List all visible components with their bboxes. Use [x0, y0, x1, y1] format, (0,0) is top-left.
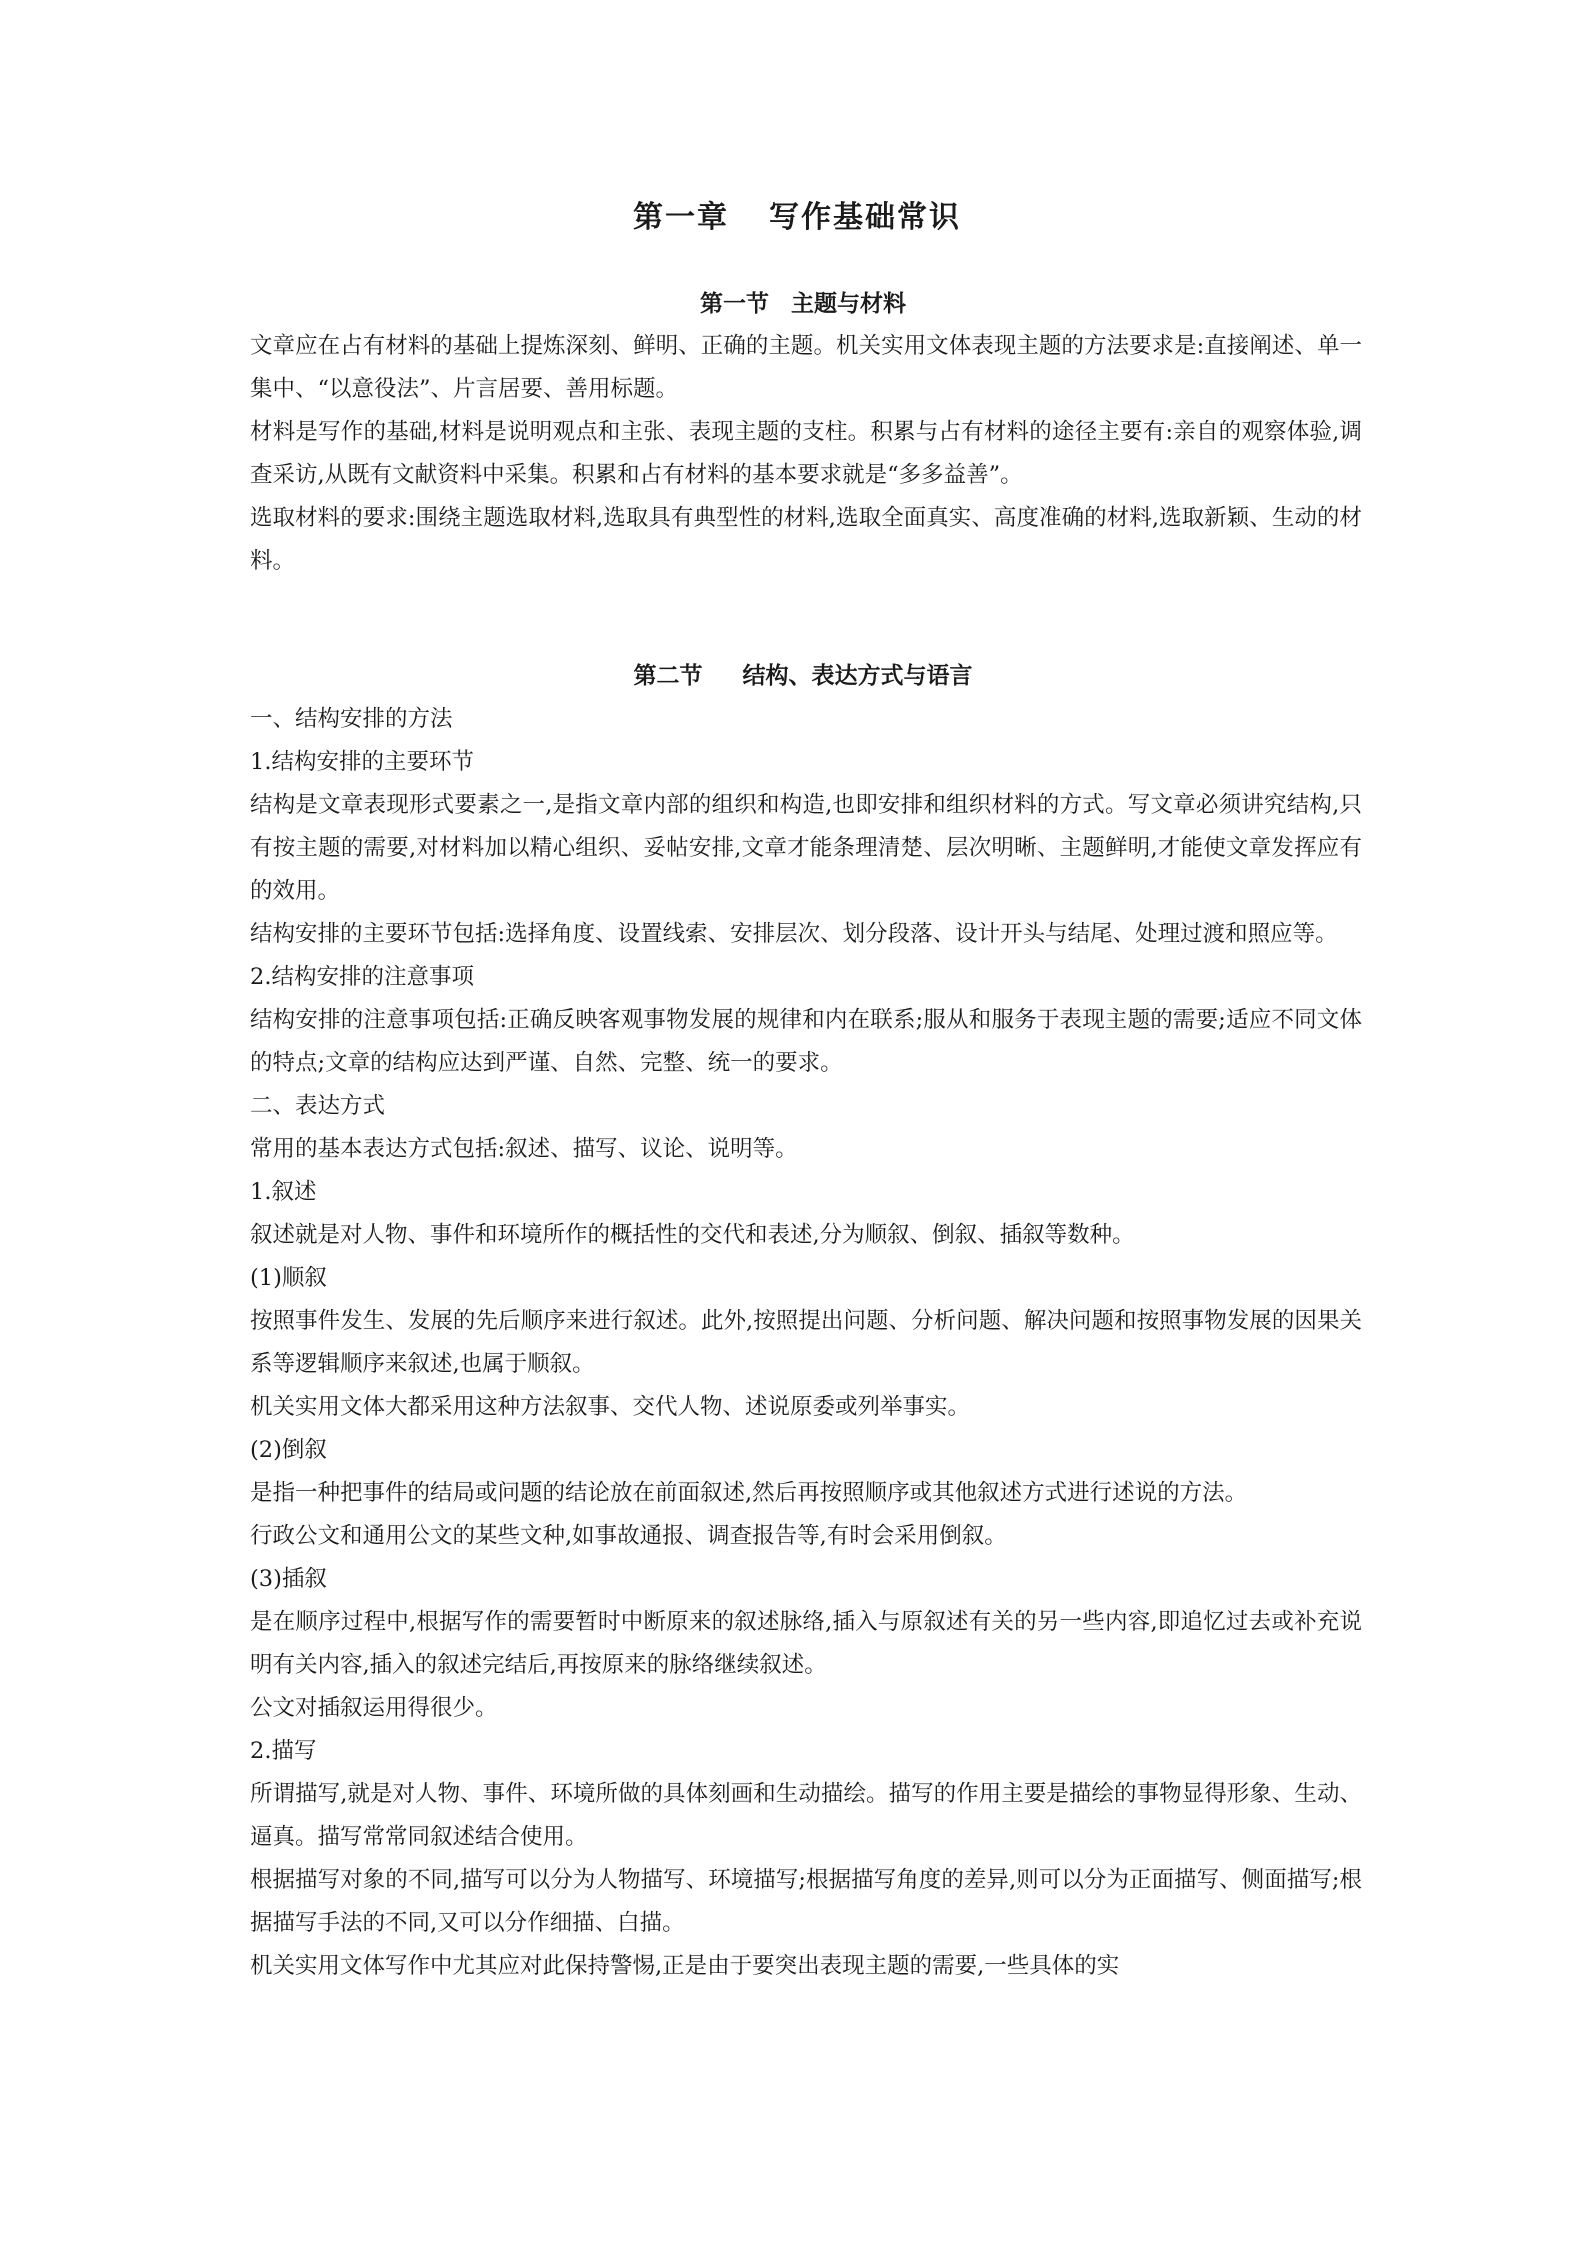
paragraph: 按照事件发生、发展的先后顺序来进行叙述。此外,按照提出问题、分析问题、解决问题和按照事物发展的因果关系等逻辑顺序来叙述,也属于顺叙。 [250, 1308, 1362, 1377]
heading-expression-methods: 二、表达方式 [250, 1093, 386, 1119]
paragraph: 材料是写作的基础,材料是说明观点和主张、表现主题的支柱。积累与占有材料的途径主要有:亲自的观察体验,调查采访,从既有文献资料中采集。积累和占有材料的基本要求就是“多多益善”。 [250, 419, 1362, 488]
paragraph: 结构是文章表现形式要素之一,是指文章内部的组织和构造,也即安排和组织材料的方式。写文章必须讲究结构,只有按主题的需要,对材料加以精心组织、妥帖安排,文章才能条理清楚、层次明晰、主题鲜明,才能使文章发挥应有的效用。 [250, 792, 1362, 904]
paragraph: 根据描写对象的不同,描写可以分为人物描写、环境描写;根据描写角度的差异,则可以分为正面描写、侧面描写;根据描写手法的不同,又可以分作细描、白描。 [250, 1867, 1362, 1936]
item-flashback: (2)倒叙 [250, 1437, 327, 1463]
paragraph: 公文对插叙运用得很少。 [250, 1695, 498, 1721]
chapter-title [0, 196, 1594, 240]
paragraph: 是在顺序过程中,根据写作的需要暂时中断原来的叙述脉络,插入与原叙述有关的另一些内容,即追忆过去或补充说明有关内容,插入的叙述完结后,再按原来的脉络继续叙述。 [250, 1609, 1362, 1678]
paragraph: 文章应在占有材料的基础上提炼深刻、鲜明、正确的主题。机关实用文体表现主题的方法要求是:直接阐述、单一集中、“以意役法”、片言居要、善用标题。 [250, 333, 1362, 402]
section-1-body [250, 325, 1362, 583]
section-1-label: 第一节 [700, 290, 769, 317]
item-chronological: (1)顺叙 [250, 1265, 327, 1291]
section-2-title [0, 658, 1594, 694]
heading-structure-methods: 一、结构安排的方法 [250, 706, 453, 732]
subheading-narration: 1.叙述 [250, 1179, 317, 1205]
paragraph: 所谓描写,就是对人物、事件、环境所做的具体刻画和生动描绘。描写的作用主要是描绘的事物显得形象、生动、逼真。描写常常同叙述结合使用。 [250, 1781, 1362, 1850]
paragraph: 叙述就是对人物、事件和环境所作的概括性的交代和表述,分为顺叙、倒叙、插叙等数种。 [250, 1222, 1135, 1248]
section-2-name: 结构、表达方式与语言 [742, 662, 973, 689]
paragraph: 是指一种把事件的结局或问题的结论放在前面叙述,然后再按照顺序或其他叙述方式进行述说的方法。 [250, 1480, 1248, 1506]
paragraph: 结构安排的注意事项包括:正确反映客观事物发展的规律和内在联系;服从和服务于表现主题的需要;适应不同文体的特点;文章的结构应达到严谨、自然、完整、统一的要求。 [250, 1007, 1362, 1076]
item-interpolation: (3)插叙 [250, 1566, 327, 1592]
paragraph: 机关实用文体写作中尤其应对此保持警惕,正是由于要突出表现主题的需要,一些具体的实 [250, 1953, 1120, 1979]
subheading-description: 2.描写 [250, 1738, 317, 1764]
paragraph: 常用的基本表达方式包括:叙述、描写、议论、说明等。 [250, 1136, 798, 1162]
subheading-main-links: 1.结构安排的主要环节 [250, 749, 474, 775]
section-2-body [250, 698, 1362, 1988]
paragraph: 结构安排的主要环节包括:选择角度、设置线索、安排层次、划分段落、设计开头与结尾、处理过渡和照应等。 [250, 921, 1338, 947]
subheading-notes: 2.结构安排的注意事项 [250, 964, 474, 990]
paragraph: 选取材料的要求:围绕主题选取材料,选取具有典型性的材料,选取全面真实、高度准确的材料,选取新颖、生动的材料。 [250, 505, 1362, 574]
paragraph: 机关实用文体大都采用这种方法叙事、交代人物、述说原委或列举事实。 [250, 1394, 971, 1420]
section-2-label: 第二节 [633, 662, 703, 689]
section-1-title [0, 286, 1594, 322]
paragraph: 行政公文和通用公文的某些文种,如事故通报、调查报告等,有时会采用倒叙。 [250, 1523, 1007, 1549]
section-1-name: 主题与材料 [791, 290, 906, 317]
chapter-name: 写作基础常识 [769, 200, 961, 235]
chapter-label: 第一章 [633, 200, 729, 235]
